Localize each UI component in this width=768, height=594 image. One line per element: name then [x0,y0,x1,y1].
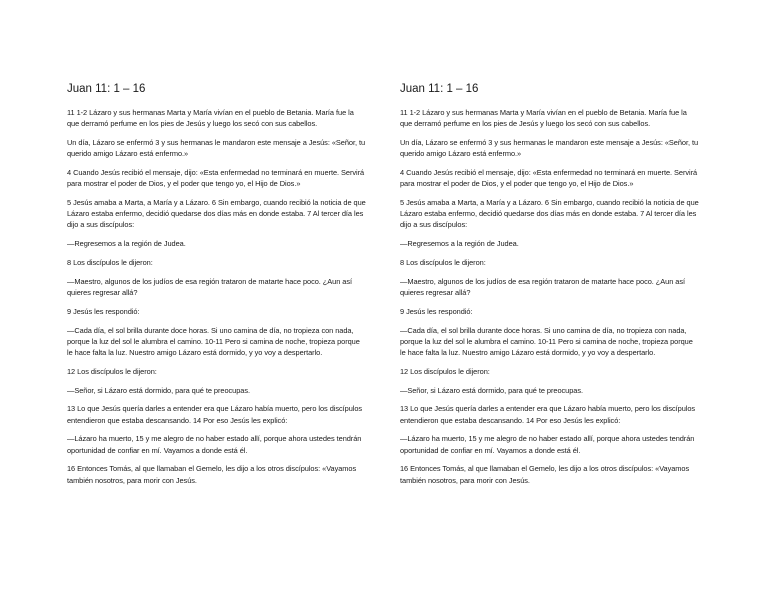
paragraph: 13 Lo que Jesús quería darles a entender era que Lázaro había muerto, pero los discípulos entendieron que estaba descansando. 14 Por eso Jesús les explicó: [67,404,363,425]
paragraph: 12 Los discípulos le dijeron: [400,366,490,376]
passage-title: Juan 11: 1 – 16 [400,83,479,95]
paragraph: —Regresemos a la región de Judea. [400,239,519,249]
paragraph: —Maestro, algunos de los judíos de esa región trataron de matarte hace poco. ¿Aun así quieres regresar allá? [400,276,685,297]
paragraph: Un día, Lázaro se enfermó 3 y sus hermanas le mandaron este mensaje a Jesús: «Señor, tu querido amigo Lázaro está enfermo.» [67,138,366,159]
paragraph: —Lázaro ha muerto, 15 y me alegro de no haber estado allí, porque ahora ustedes tendrán oportunidad de confiar en mí. Vayamos a donde está él. [67,434,362,455]
paragraph: 16 Entonces Tomás, al que llamaban el Gemelo, les dijo a los otros discípulos: «Vayamos también nosotros, para morir con Jesús. [67,464,357,485]
paragraph: 5 Jesús amaba a Marta, a María y a Lázaro. 6 Sin embargo, cuando recibió la noticia de que Lázaro estaba enfermo, decidió quedarse dos días más en donde estaba. 7 Al tercer día les dijo a sus discípulos: [400,198,699,230]
paragraph: —Regresemos a la región de Judea. [67,239,186,249]
right-column [400,82,700,493]
paragraph: Un día, Lázaro se enfermó 3 y sus hermanas le mandaron este mensaje a Jesús: «Señor, tu querido amigo Lázaro está enfermo.» [400,138,699,159]
paragraph: —Cada día, el sol brilla durante doce horas. Si uno camina de día, no tropieza con nada, porque la luz del sol le alumbra el camino. 10-11 Pero si camina de noche, tropieza porque le hace falta la luz. Nuestro amigo Lázaro está dormido, y yo voy a despertarlo. [400,325,693,357]
paragraph: 8 Los discípulos le dijeron: [67,258,153,267]
paragraph: —Señor, si Lázaro está dormido, para qué te preocupas. [67,385,250,395]
paragraph: 8 Los discípulos le dijeron: [400,258,486,267]
paragraph: 13 Lo que Jesús quería darles a entender era que Lázaro había muerto, pero los discípulos entendieron que estaba descansando. 14 Por eso Jesús les explicó: [400,404,696,425]
paragraph: —Maestro, algunos de los judíos de esa región trataron de matarte hace poco. ¿Aun así quieres regresar allá? [67,276,352,297]
paragraph: 12 Los discípulos le dijeron: [67,366,157,376]
paragraph: 4 Cuando Jesús recibió el mensaje, dijo: «Esta enfermedad no terminará en muerte. Servirá para mostrar el poder de Dios, y el poder que tengo yo, el Hijo de Dios.» [400,168,698,189]
paragraph: 9 Jesús les respondió: [400,306,473,316]
paragraph: —Cada día, el sol brilla durante doce horas. Si uno camina de día, no tropieza con nada, porque la luz del sol le alumbra el camino. 10-11 Pero si camina de noche, tropieza porque le hace falta la luz. Nuestro amigo Lázaro está dormido, y yo voy a despertarlo. [67,325,360,357]
paragraph: 16 Entonces Tomás, al que llamaban el Gemelo, les dijo a los otros discípulos: «Vayamos también nosotros, para morir con Jesús. [400,464,690,485]
paragraph: 4 Cuando Jesús recibió el mensaje, dijo: «Esta enfermedad no terminará en muerte. Servirá para mostrar el poder de Dios, y el poder que tengo yo, el Hijo de Dios.» [67,168,365,189]
paragraph: 5 Jesús amaba a Marta, a María y a Lázaro. 6 Sin embargo, cuando recibió la noticia de que Lázaro estaba enfermo, decidió quedarse dos días más en donde estaba. 7 Al tercer día les dijo a sus discípulos: [67,198,366,230]
paragraph: —Señor, si Lázaro está dormido, para qué te preocupas. [400,385,583,395]
paragraph: 9 Jesús les respondió: [67,306,140,316]
passage-title: Juan 11: 1 – 16 [67,83,146,95]
paragraph: 11 1-2 Lázaro y sus hermanas Marta y María vivían en el pueblo de Betania. María fue la que derramó perfume en los pies de Jesús y luego los secó con sus cabellos. [67,108,354,129]
left-column [67,82,367,493]
paragraph: 11 1-2 Lázaro y sus hermanas Marta y María vivían en el pueblo de Betania. María fue la que derramó perfume en los pies de Jesús y luego los secó con sus cabellos. [400,108,687,129]
paragraph: —Lázaro ha muerto, 15 y me alegro de no haber estado allí, porque ahora ustedes tendrán oportunidad de confiar en mí. Vayamos a donde está él. [400,434,695,455]
